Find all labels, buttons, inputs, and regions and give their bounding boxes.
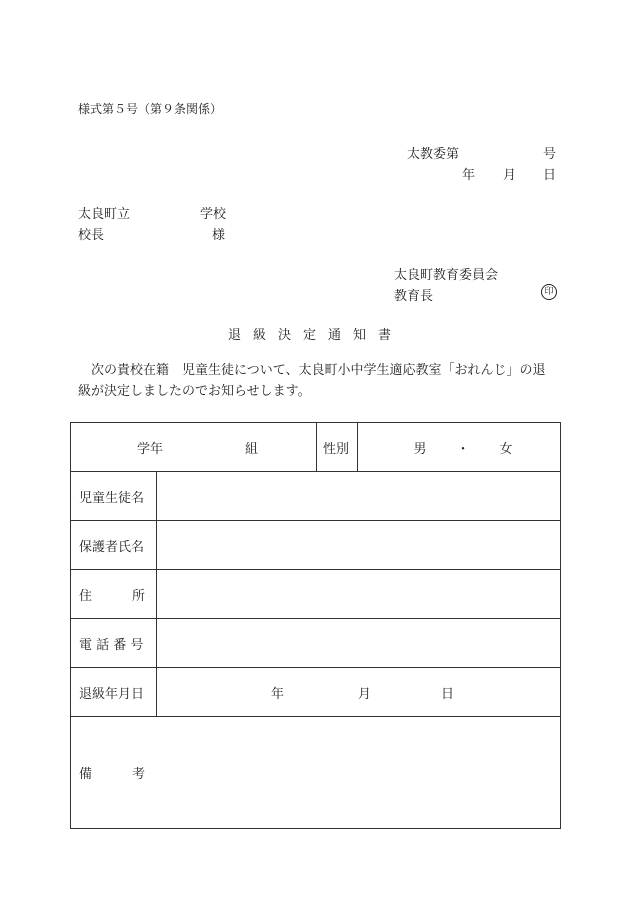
gender-male[interactable]: 男 <box>413 441 427 457</box>
reference-number-suffix: 号 <box>543 147 557 162</box>
issue-date-day: 日 <box>543 168 557 183</box>
address-label-b: 所 <box>131 588 145 604</box>
student-name-field[interactable] <box>157 472 561 521</box>
table-row <box>71 619 561 668</box>
withdraw-date-field[interactable] <box>157 668 561 717</box>
guardian-name-field[interactable] <box>157 521 561 570</box>
withdraw-day: 日 <box>441 686 455 702</box>
gender-cell[interactable] <box>358 423 561 472</box>
notes-label-b: 考 <box>131 767 145 782</box>
table-row <box>71 423 561 472</box>
address-field[interactable] <box>157 570 561 619</box>
address-label <box>71 570 157 619</box>
address-label-a: 住 <box>79 588 93 604</box>
phone-field[interactable] <box>157 619 561 668</box>
seal-mark: 印 <box>541 284 557 300</box>
notes-field[interactable] <box>71 717 561 829</box>
recipient-school-suffix: 学校 <box>200 207 227 222</box>
grade-label: 学年 <box>136 441 163 457</box>
reference-number-prefix: 太教委第 <box>407 147 460 162</box>
recipient-honorific: 様 <box>212 228 226 243</box>
notes-label-a: 備 <box>79 767 93 782</box>
sender-board: 太良町教育委員会 <box>394 268 499 283</box>
issue-date-year: 年 <box>462 168 476 183</box>
table-row <box>71 668 561 717</box>
issue-date-month: 月 <box>503 168 517 183</box>
grade-class-cell[interactable] <box>71 423 317 472</box>
gender-separator: ・ <box>456 441 470 457</box>
document-title: 退級決定通知書 <box>228 328 404 343</box>
gender-label: 性別 <box>317 423 358 472</box>
table-row <box>71 472 561 521</box>
recipient-principal: 校長 <box>78 228 105 243</box>
table-row <box>71 570 561 619</box>
withdraw-year: 年 <box>270 686 284 702</box>
student-info-table <box>70 422 561 829</box>
sender-superintendent: 教育長 <box>394 289 434 304</box>
notice-body: 次の貴校在籍 児童生徒について、太良町小中学生適応教室「おれんじ」の退級が決定しましたのでお知らせします。 <box>78 363 546 399</box>
withdraw-date-label: 退級年月日 <box>71 668 157 717</box>
table-row <box>71 717 561 829</box>
recipient-school-prefix: 太良町立 <box>78 207 131 222</box>
student-name-label: 児童生徒名 <box>71 472 157 521</box>
table-row <box>71 521 561 570</box>
withdraw-month: 月 <box>357 686 371 702</box>
class-label: 組 <box>245 441 259 457</box>
form-number: 様式第５号（第９条関係） <box>78 102 223 116</box>
guardian-name-label: 保護者氏名 <box>71 521 157 570</box>
gender-female[interactable]: 女 <box>499 441 513 457</box>
phone-label: 電 話 番 号 <box>71 619 157 668</box>
